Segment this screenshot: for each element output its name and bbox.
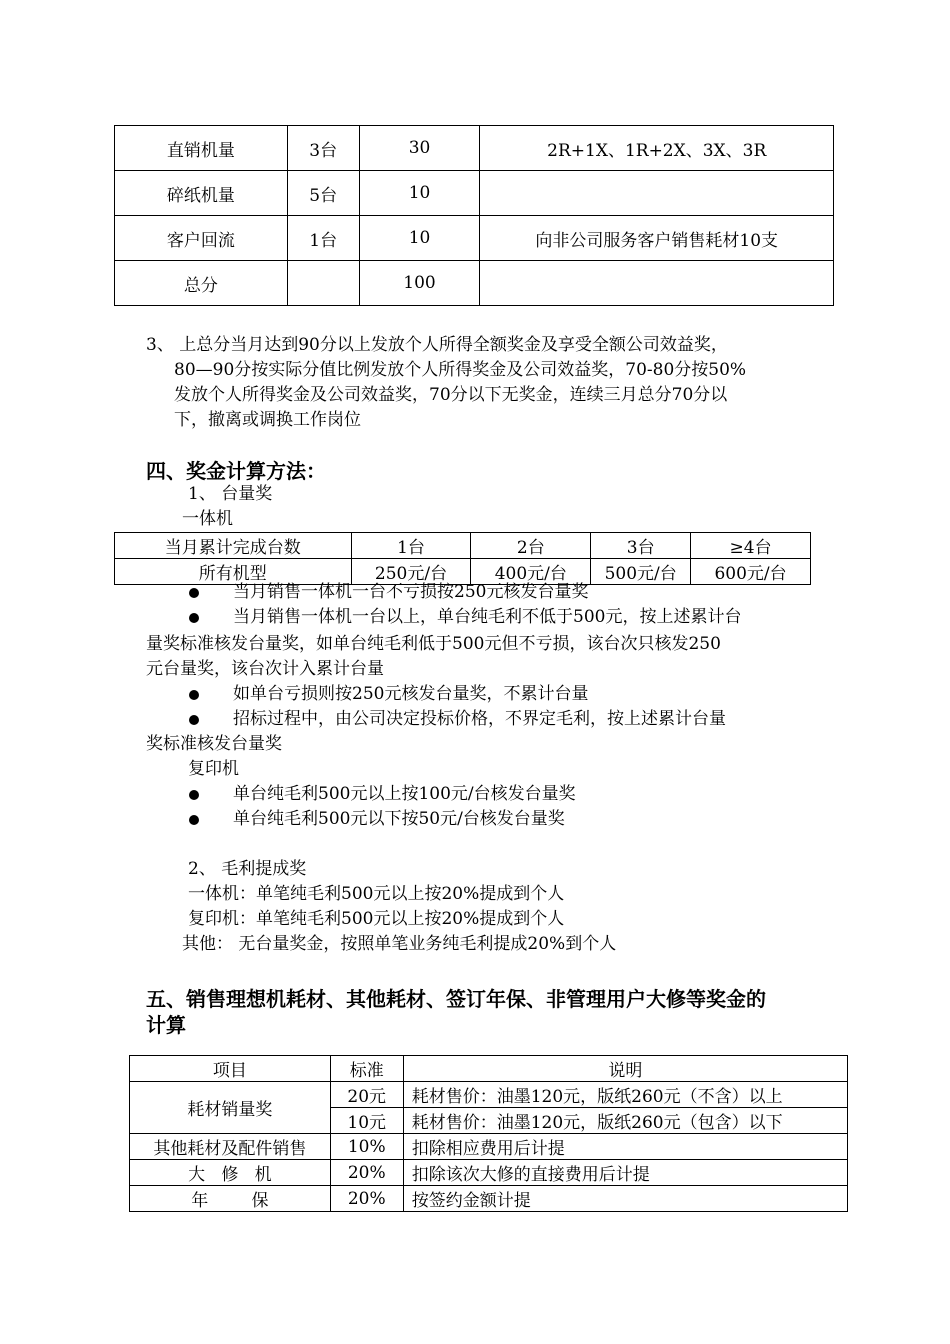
bullet-text: 当月销售一体机一台以上，单台纯毛利不低于500元，按上述累计台 [233,607,742,627]
cell: 其他耗材及配件销售 [130,1134,331,1160]
consumables-bonus-table [129,1055,848,1212]
cell: 大 修 机 [130,1160,331,1186]
section5-title-line2: 计算 [146,1013,186,1037]
bullet-text-cont: 奖标准核发台量奖 [146,734,282,754]
table-row [130,1186,848,1212]
cell [287,261,359,306]
cell [480,171,834,216]
table-row [130,1160,848,1186]
table-row [115,261,834,306]
cell: 直销机量 [115,126,288,171]
cell: 按签约金额计提 [403,1186,847,1212]
table-row [130,1056,848,1082]
table-row [130,1134,848,1160]
section5-title-line1: 五、销售理想机耗材、其他耗材、签订年保、非管理用户大修等奖金的 [146,987,766,1011]
bullet-icon [189,690,199,700]
cell: 100 [359,261,480,306]
header-cell: 3台 [591,533,691,559]
machine2-label: 复印机 [188,759,239,779]
table-row [115,126,834,171]
header-cell: 标准 [330,1056,403,1082]
machine1-label: 一体机 [182,509,233,529]
bullet-text: 当月销售一体机一台不亏损按250元核发台量奖 [233,582,589,602]
cell: 250元/台 [351,559,471,585]
cell: 客户回流 [115,216,288,261]
sub2-title: 2、 毛利提成奖 [188,859,307,879]
commission-line: 复印机：单笔纯毛利500元以上按20%提成到个人 [188,909,565,929]
commission-line: 一体机：单笔纯毛利500元以上按20%提成到个人 [188,884,565,904]
cell: 10元 [330,1108,403,1134]
cell: 3台 [287,126,359,171]
header-cell: 项目 [130,1056,331,1082]
cell: 1台 [287,216,359,261]
cell: 向非公司服务客户销售耗材10支 [480,216,834,261]
table-row [115,171,834,216]
cell: 10 [359,171,480,216]
bullet-text: 招标过程中，由公司决定投标价格，不界定毛利，按上述累计台量 [233,709,726,729]
cell: 所有机型 [115,559,352,585]
cell: 碎纸机量 [115,171,288,216]
para3-line2: 80—90分按实际分值比例发放个人所得奖金及公司效益奖，70-80分按50% [174,360,747,380]
bullet-icon [189,613,199,623]
bullet-text-cont: 量奖标准核发台量奖，如单台纯毛利低于500元但不亏损，该台次只核发250 [146,634,721,654]
cell: 20% [330,1160,403,1186]
cell: 扣除相应费用后计提 [403,1134,847,1160]
bullet-icon [189,715,199,725]
score-table [114,125,834,306]
bullet-text: 单台纯毛利500元以下按50元/台核发台量奖 [233,809,565,829]
bullet-text: 如单台亏损则按250元核发台量奖，不累计台量 [233,684,589,704]
cell: 耗材售价：油墨120元，版纸260元（包含）以下 [403,1108,847,1134]
bullet-text-cont: 元台量奖，该台次计入累计台量 [146,659,384,679]
header-cell: 说明 [403,1056,847,1082]
sub1-title: 1、 台量奖 [188,484,273,504]
table-row [115,533,811,559]
bullet-text: 单台纯毛利500元以上按100元/台核发台量奖 [233,784,576,804]
header-cell: 当月累计完成台数 [115,533,352,559]
cell: 耗材销量奖 [130,1082,331,1134]
header-cell: 2台 [471,533,591,559]
bullet-icon [189,790,199,800]
cell: 10 [359,216,480,261]
commission-line: 其他： 无台量奖金，按照单笔业务纯毛利提成20%到个人 [182,934,617,954]
bullet-icon [189,588,199,598]
para3-line4: 下，撤离或调换工作岗位 [174,410,361,430]
cell: 600元/台 [691,559,811,585]
cell: 20元 [330,1082,403,1108]
cell [480,261,834,306]
cell: 30 [359,126,480,171]
header-cell: ≥4台 [691,533,811,559]
cell: 总分 [115,261,288,306]
para3-line3: 发放个人所得奖金及公司效益奖，70分以下无奖金，连续三月总分70分以 [174,385,728,405]
cell: 400元/台 [471,559,591,585]
para3-line1: 3、 上总分当月达到90分以上发放个人所得全额奖金及享受全额公司效益奖， [146,335,728,355]
unit-bonus-table [114,532,811,585]
bullet-icon [189,815,199,825]
cell: 5台 [287,171,359,216]
cell: 10% [330,1134,403,1160]
cell: 扣除该次大修的直接费用后计提 [403,1160,847,1186]
cell: 耗材售价：油墨120元，版纸260元（不含）以上 [403,1082,847,1108]
header-cell: 1台 [351,533,471,559]
table-row [130,1082,848,1108]
cell: 年 保 [130,1186,331,1212]
cell: 2R+1X、1R+2X、3X、3R [480,126,834,171]
cell: 500元/台 [591,559,691,585]
section4-title: 四、奖金计算方法： [146,459,326,483]
table-row [115,216,834,261]
cell: 20% [330,1186,403,1212]
